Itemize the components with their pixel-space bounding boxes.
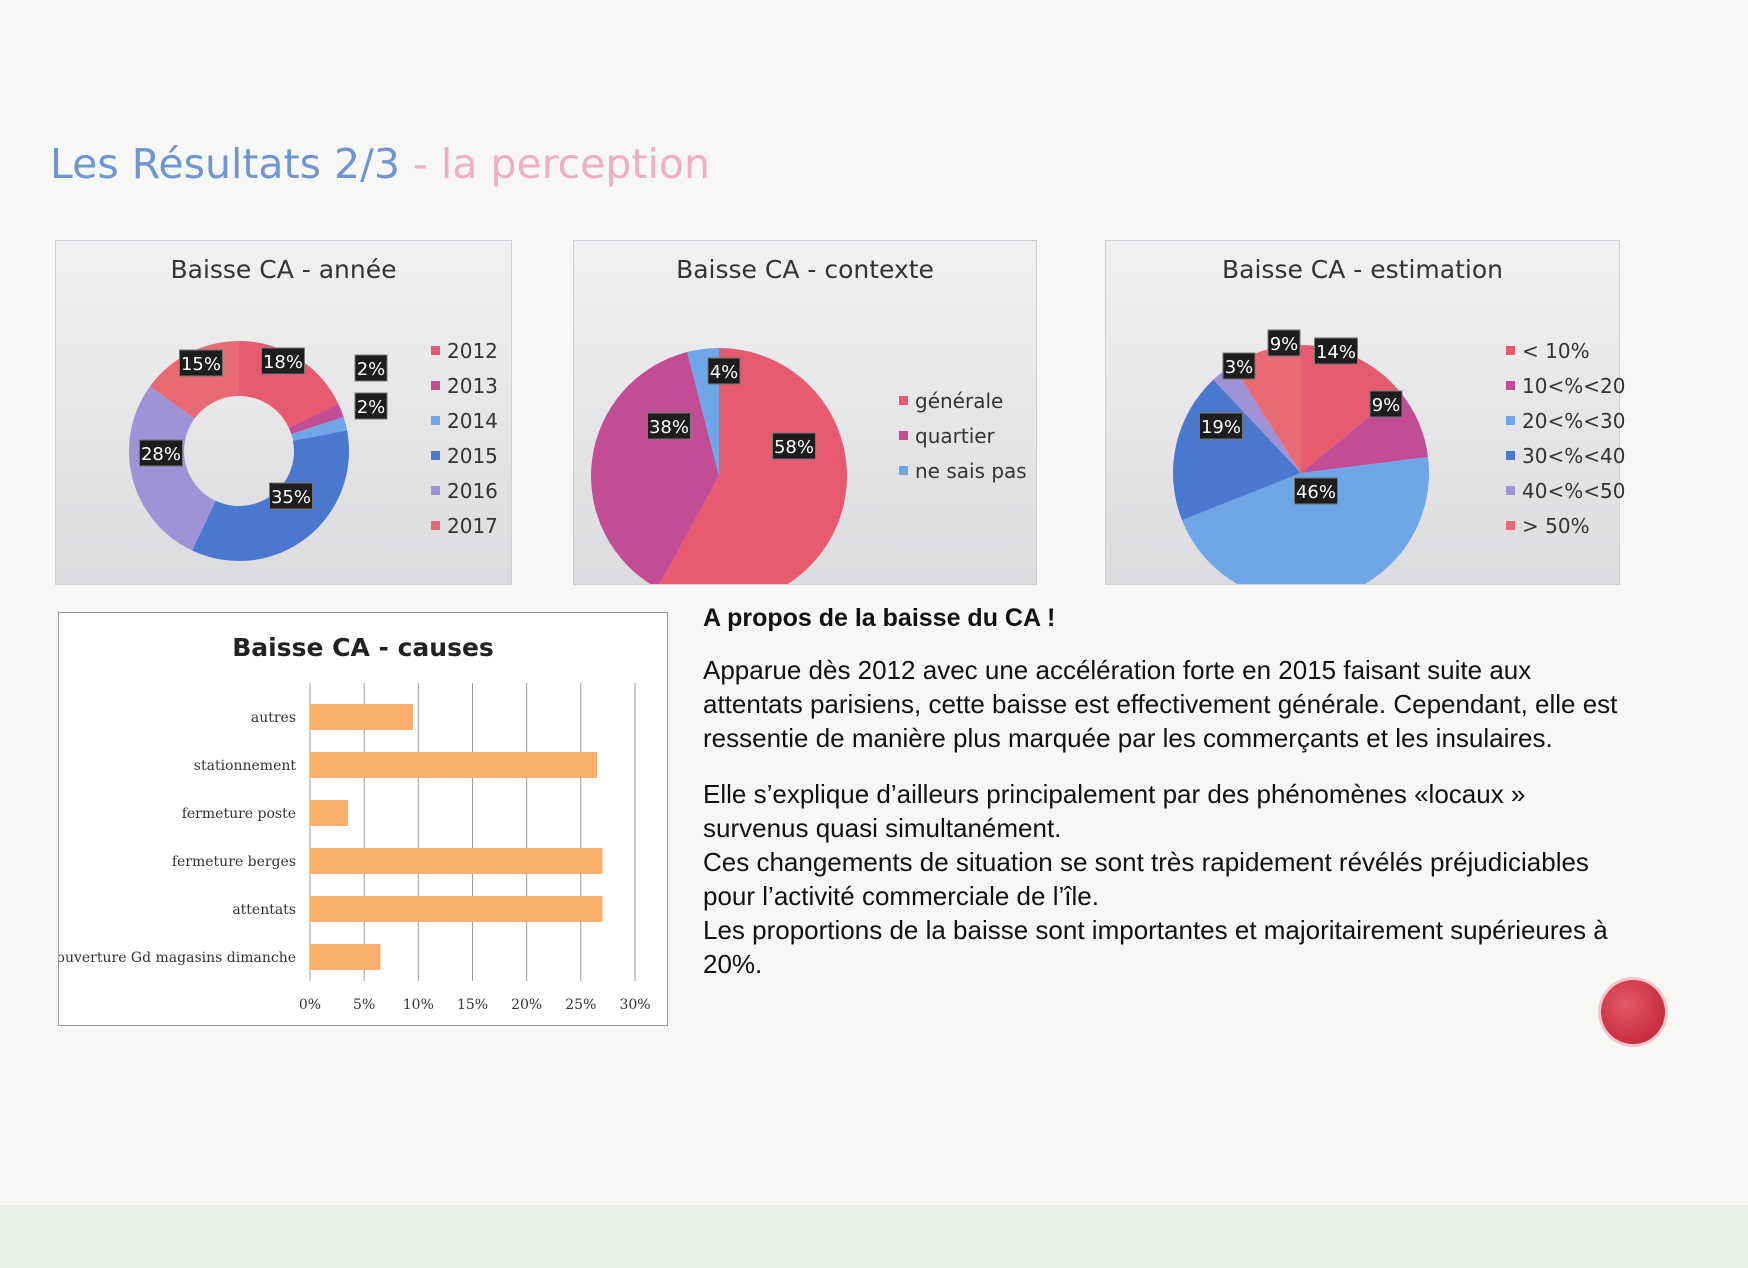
bar-ouverture-gd-magasins-dimanche xyxy=(310,944,380,970)
x-tick-label: 25% xyxy=(565,997,597,1013)
chart-legend xyxy=(1506,333,1625,543)
legend-item xyxy=(431,333,498,368)
bar-fermeture-berges xyxy=(310,848,603,874)
bar-chart-svg xyxy=(59,613,667,1025)
legend-item xyxy=(431,473,498,508)
text-block xyxy=(703,604,1633,1003)
legend-swatch xyxy=(1506,381,1515,390)
legend-label: 2012 xyxy=(447,338,498,363)
legend-swatch xyxy=(899,466,908,475)
title-sub: - la perception xyxy=(413,140,710,188)
page-title xyxy=(50,140,710,188)
chart-title: Baisse CA - année xyxy=(170,255,397,284)
y-category-label: ouverture Gd magasins dimanche xyxy=(59,950,296,966)
svg-text:15%: 15% xyxy=(180,354,222,375)
svg-text:28%: 28% xyxy=(140,444,182,465)
svg-text:19%: 19% xyxy=(1200,417,1242,438)
x-tick-label: 5% xyxy=(353,997,376,1013)
text-paragraph: Apparue dès 2012 avec une accélération forte en 2015 faisant suite aux attentats parisiens, cette baisse est effectivement générale. Cependant, elle est ressentie de manière plus marquée par les commerçants et les insulaires. xyxy=(703,655,1618,753)
svg-text:58%: 58% xyxy=(773,437,815,458)
y-category-label: autres xyxy=(250,710,296,726)
legend-item xyxy=(431,403,498,438)
legend-label: 10<%<20 xyxy=(1522,373,1626,398)
svg-text:2%: 2% xyxy=(356,397,386,418)
legend-item xyxy=(1506,438,1625,473)
legend-item xyxy=(1506,508,1625,543)
legend-swatch xyxy=(1506,486,1515,495)
chart-title: Baisse CA - contexte xyxy=(676,255,934,284)
bar-stationnement xyxy=(310,752,597,778)
data-label xyxy=(1223,353,1255,379)
data-label xyxy=(355,393,387,419)
svg-text:9%: 9% xyxy=(1269,334,1299,355)
legend-swatch xyxy=(1506,346,1515,355)
data-label xyxy=(140,440,183,466)
legend-swatch xyxy=(899,431,908,440)
legend-label: 40<%<50 xyxy=(1522,478,1626,503)
data-label xyxy=(1295,478,1338,504)
svg-text:9%: 9% xyxy=(1371,395,1401,416)
y-category-label: fermeture poste xyxy=(181,806,296,822)
legend-label: 2014 xyxy=(447,408,498,433)
legend-swatch xyxy=(431,451,440,460)
y-category-label: fermeture berges xyxy=(171,854,296,870)
chart-title: Baisse CA - estimation xyxy=(1222,255,1503,284)
svg-text:18%: 18% xyxy=(262,352,304,373)
chart-title: Baisse CA - causes xyxy=(232,633,494,662)
legend-item xyxy=(431,508,498,543)
legend-label: > 50% xyxy=(1522,513,1590,538)
chart-baisse-annee xyxy=(55,240,512,585)
legend-item xyxy=(1506,473,1625,508)
legend-swatch xyxy=(1506,451,1515,460)
legend-label: 30<%<40 xyxy=(1522,443,1626,468)
data-label xyxy=(773,433,816,459)
pie-slice-2016 xyxy=(129,386,216,550)
legend-swatch xyxy=(431,521,440,530)
data-label xyxy=(180,350,223,376)
legend-item xyxy=(899,383,1027,418)
text-paragraph: Elle s’explique d’ailleurs principalement par des phénomènes «locaux » survenus quasi simultanément. xyxy=(703,779,1526,843)
data-label xyxy=(1315,338,1358,364)
chart-legend xyxy=(431,333,498,543)
legend-label: 20<%<30 xyxy=(1522,408,1626,433)
legend-item xyxy=(431,368,498,403)
legend-swatch xyxy=(1506,416,1515,425)
svg-text:4%: 4% xyxy=(709,362,739,383)
legend-item xyxy=(899,418,1027,453)
data-label xyxy=(708,358,740,384)
legend-label: quartier xyxy=(915,423,995,448)
data-label xyxy=(355,355,387,381)
data-label xyxy=(262,348,305,374)
svg-text:46%: 46% xyxy=(1295,482,1337,503)
legend-label: ne sais pas xyxy=(915,458,1027,483)
bar-attentats xyxy=(310,896,603,922)
record-dot-icon xyxy=(1601,980,1665,1044)
chart-legend xyxy=(899,383,1027,488)
svg-text:38%: 38% xyxy=(648,417,690,438)
data-label xyxy=(1370,391,1402,417)
svg-text:35%: 35% xyxy=(270,487,312,508)
legend-item xyxy=(899,453,1027,488)
text-paragraph: Les proportions de la baisse sont importantes et majoritairement supérieures à 20%. xyxy=(703,915,1608,979)
legend-label: 2015 xyxy=(447,443,498,468)
text-heading: A propos de la baisse du CA ! xyxy=(703,604,1056,632)
legend-label: 2017 xyxy=(447,513,498,538)
text-paragraph: Ces changements de situation se sont très rapidement révélés préjudiciables pour l’activité commerciale de l’île. xyxy=(703,847,1589,911)
legend-label: 2016 xyxy=(447,478,498,503)
svg-text:14%: 14% xyxy=(1315,342,1357,363)
legend-item xyxy=(1506,333,1625,368)
x-tick-label: 30% xyxy=(619,997,651,1013)
y-category-label: stationnement xyxy=(193,758,296,774)
x-tick-label: 0% xyxy=(298,997,322,1013)
legend-swatch xyxy=(431,381,440,390)
chart-baisse-causes xyxy=(58,612,668,1026)
legend-swatch xyxy=(1506,521,1515,530)
data-label xyxy=(1200,413,1243,439)
x-tick-label: 15% xyxy=(456,997,489,1013)
data-label xyxy=(1268,330,1300,356)
legend-swatch xyxy=(431,486,440,495)
chart-baisse-contexte xyxy=(573,240,1037,585)
y-category-label: attentats xyxy=(232,902,296,918)
legend-swatch xyxy=(431,416,440,425)
title-main: Les Résultats 2/3 xyxy=(50,140,401,188)
svg-text:3%: 3% xyxy=(1224,357,1254,378)
legend-label: générale xyxy=(915,388,1004,413)
legend-label: 2013 xyxy=(447,373,498,398)
chart-baisse-estimation xyxy=(1105,240,1626,585)
legend-swatch xyxy=(431,346,440,355)
bar-fermeture-poste xyxy=(310,800,348,826)
bottom-strip xyxy=(0,1205,1748,1268)
svg-text:2%: 2% xyxy=(356,359,386,380)
legend-swatch xyxy=(899,396,908,405)
legend-item xyxy=(1506,368,1625,403)
legend-label: < 10% xyxy=(1522,338,1590,363)
legend-item xyxy=(431,438,498,473)
bar-autres xyxy=(310,704,413,730)
x-tick-label: 20% xyxy=(511,997,543,1013)
data-label xyxy=(270,483,313,509)
data-label xyxy=(648,413,691,439)
legend-item xyxy=(1506,403,1625,438)
x-tick-label: 10% xyxy=(402,997,434,1013)
